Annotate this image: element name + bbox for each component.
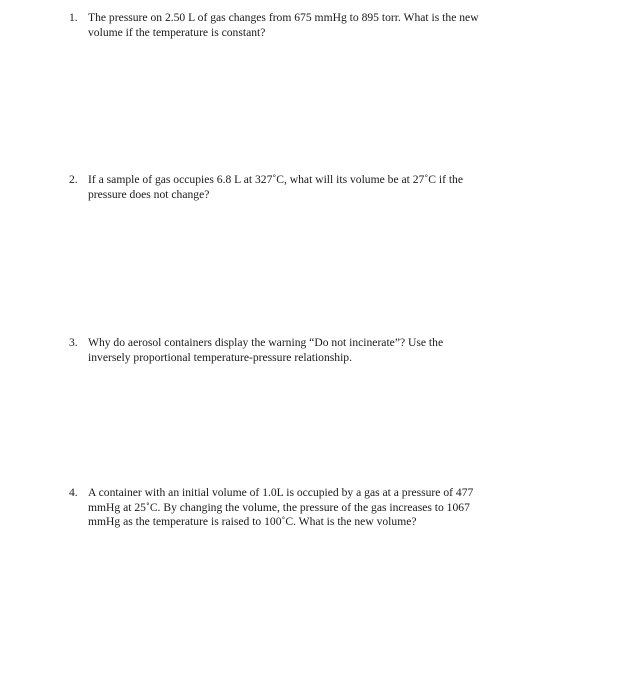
question-3 — [69, 336, 539, 365]
question-line: volume if the temperature is constant? — [88, 25, 266, 39]
question-line: Why do aerosol containers display the warning “Do not incinerate”? Use the — [88, 336, 444, 349]
question-line: The pressure on 2.50 L of gas changes from 675 mmHg to 895 torr. What is the new — [88, 11, 479, 24]
question-2 — [69, 173, 539, 202]
question-line: A container with an initial volume of 1.0L is occupied by a gas at a pressure of 477 — [88, 486, 474, 499]
question-number: 1. — [69, 11, 78, 24]
question-text — [88, 486, 539, 530]
question-line: If a sample of gas occupies 6.8 L at 327˚C, what will its volume be at 27˚C if the — [88, 173, 463, 186]
question-number: 4. — [69, 486, 78, 499]
question-text — [88, 173, 539, 202]
question-line: inversely proportional temperature-pressure relationship. — [88, 350, 352, 364]
question-number: 2. — [69, 173, 78, 186]
question-text — [88, 11, 539, 40]
question-1 — [69, 11, 539, 40]
question-line: mmHg at 25˚C. By changing the volume, the pressure of the gas increases to 1067 — [88, 500, 470, 514]
question-number: 3. — [69, 336, 78, 349]
question-line: pressure does not change? — [88, 187, 210, 201]
question-4 — [69, 486, 539, 530]
question-text — [88, 336, 539, 365]
question-line: mmHg as the temperature is raised to 100˚C. What is the new volume? — [88, 515, 417, 528]
